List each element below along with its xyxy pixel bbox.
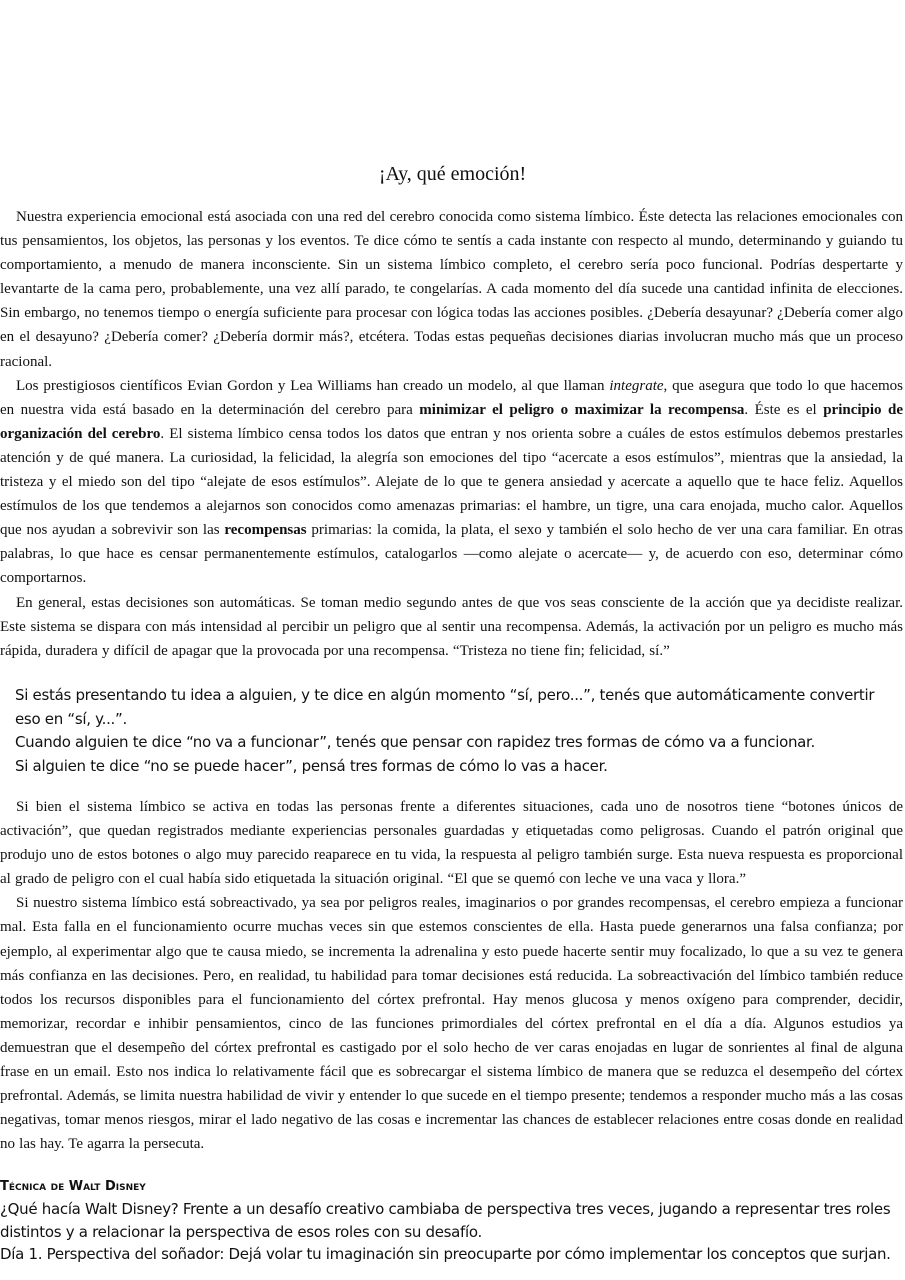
paragraph-overactivation: Si nuestro sistema límbico está sobreactivado, ya sea por peligros reales, imaginarios o por grandes recompensas, el cerebro empieza a funcionar mal. Esta falla en el funcionamiento ocurre muchas veces sin que estemos conscientes de ella. Hasta puede generarnos una falsa confianza; por ejemplo, al experimentar algo que te causa miedo, se incrementa la adrenalina y esto puede hacerte sentir muy focalizado, lo que a su vez te genera más confianza en las decisiones. Pero, en realidad, tu habilidad para tomar decisiones está reducida. La sobreactivación del límbico también reduce todos los recursos disponibles para el funcionamiento del córtex prefrontal. Hay menos glucosa y menos oxígeno para comprender, decidir, memorizar, recordar e inhibir pensamientos, cinco de las funciones primordiales del córtex prefrontal en el día a día. Algunos estudios ya demuestran que el desempeño del córtex prefrontal es castigado por el solo hecho de ver caras enojadas en lugar de sonrientes al final de alguna frase en un email. Esto nos indica lo relativamente fácil que es sobrecargar el sistema límbico de manera que se reduzca el desempeño del córtex prefrontal. Además, se limita nuestra habilidad de vivir y entender lo que sucede en el tiempo presente; tendemos a responder mucho más a las cosas negativas, tomar menos riesgos, mirar el lado negativo de las cosas e incrementar las chances de establecer relaciones entre cosas donde en realidad no las hay. Te agarra la persecuta. [0,895,903,1153]
paragraph-limbic-system: Nuestra experiencia emocional está asociada con una red del cerebro conocida como sistema límbico. Éste detecta las relaciones emocionales con tus pensamientos, los objetos, las personas y los eventos. Te dice cómo te sentís a cada instante con respecto al mundo, determinando y guiando tu comportamiento, a menudo de manera inconsciente. Sin un sistema límbico completo, el cerebro sería poco funcional. Podrías despertarte y levantarte de la cama pero, probablemente, una vez allí parado, te congelarías. A cada momento del día sucede una cantidad infinita de elecciones. Sin embargo, no tenemos tiempo o energía suficiente para procesar con lógica todas las acciones posibles. ¿Debería desayunar? ¿Debería comer algo en el desayuno? ¿Debería comer? ¿Debería dormir más?, etcétera. Todas estas pequeñas decisiones diarias involucran mucho más que un proceso racional. [0,209,903,370]
text-run: . El sistema límbico censa todos los datos que entran y nos orienta sobre a cuáles de estos estímulos debemos prestarles atención y de qué manera. La curiosidad, la felicidad, la alegría son emociones del tipo “acercate a esos estímulos”, mientras que la ansiedad, la tristeza y el miedo son del tipo “alejate de esos estímulos”. Alejate de lo que te genera ansiedad y acercate a aquello que te hace feliz. Aquellos estímulos de los que tendemos a alejarnos son conocidos como amenazas primarias: el hambre, un tigre, una cara enojada, mucho calor. Aquellos que nos ayudan a sobrevivir son las [0,425,903,539]
text-run: primarias: la comida, la plata, el sexo y también el solo hecho de ver una cara familiar. En otras palabras, lo que hace es censar permanentemente estímulos, catalogarlos —como alejate o acercate— y, de acuerdo con eso, determinar cómo comportarnos. [0,522,903,587]
section-paragraph: Día 1. Perspectiva del soñador: Dejá volar tu imaginación sin preocuparte por cómo implementar los conceptos que surjan. [0,1245,891,1263]
emphasis-organization-principle: principio de organización del cerebro [0,401,903,442]
emphasis-minimize-maximize: minimizar el peligro o maximizar la recompensa [419,401,745,418]
emphasis-rewards: recompensas [224,522,307,539]
section-paragraph: ¿Qué hacía Walt Disney? Frente a un desafío creativo cambiaba de perspectiva tres veces, jugando a representar tres roles distintos y a relacionar la perspectiva de esos roles con su desafío. [0,1200,891,1241]
text-run: , que asegura que todo lo que hacemos en nuestra vida está basado en la determinación del cerebro para [0,377,903,418]
paragraph-activation-buttons: Si bien el sistema límbico se activa en todas las personas frente a diferentes situaciones, cada uno de nosotros tiene “botones únicos de activación”, que quedan registrados mediante experiencias personales guardadas y etiquetadas como peligrosas. Cuando el patrón original que produjo uno de estos botones o algo muy parecido reaparece en tu vida, la respuesta al peligro también surge. Esta nueva respuesta es proporcional al grado de peligro con el cual había sido etiquetada la situación original. “El que se quemó con leche ve una vaca y llora.” [0,799,903,888]
paragraph-integrate-model [0,374,903,591]
walt-disney-section [0,1176,903,1266]
body-section-1 [0,205,903,663]
paragraph-automatic-decisions: En general, estas decisiones son automáticas. Se toman medio segundo antes de que vos seas consciente de la acción que ya decidiste realizar. Este sistema se dispara con más intensidad al percibir un peligro que al sentir una recompensa. Además, la activación por un peligro es mucho más rápida, duradera y difícil de apagar que la provocada por una recompensa. “Tristeza no tiene fin; felicidad, sí.” [0,594,903,659]
chapter-title: ¡Ay, qué emoción! [378,163,527,185]
term-integrate: integrate [609,377,664,394]
tip-item: Si alguien te dice “no se puede hacer”, pensá tres formas de cómo lo vas a hacer. [15,756,608,775]
body-section-2 [0,795,903,1156]
tip-item: Si estás presentando tu idea a alguien, y te dice en algún momento “sí, pero...”, tenés que automáticamente convertir eso en “sí, y...”. [15,686,875,728]
text-run: . Éste es el [744,401,824,418]
tip-item: Cuando alguien te dice “no va a funcionar”, tenés que pensar con rapidez tres formas de cómo va a funcionar. [15,733,816,751]
section-heading: Técnica de Walt Disney [0,1179,146,1194]
text-run: Los prestigiosos científicos Evian Gordon y Lea Williams han creado un modelo, al que llaman [16,377,610,394]
tips-list [15,684,890,778]
